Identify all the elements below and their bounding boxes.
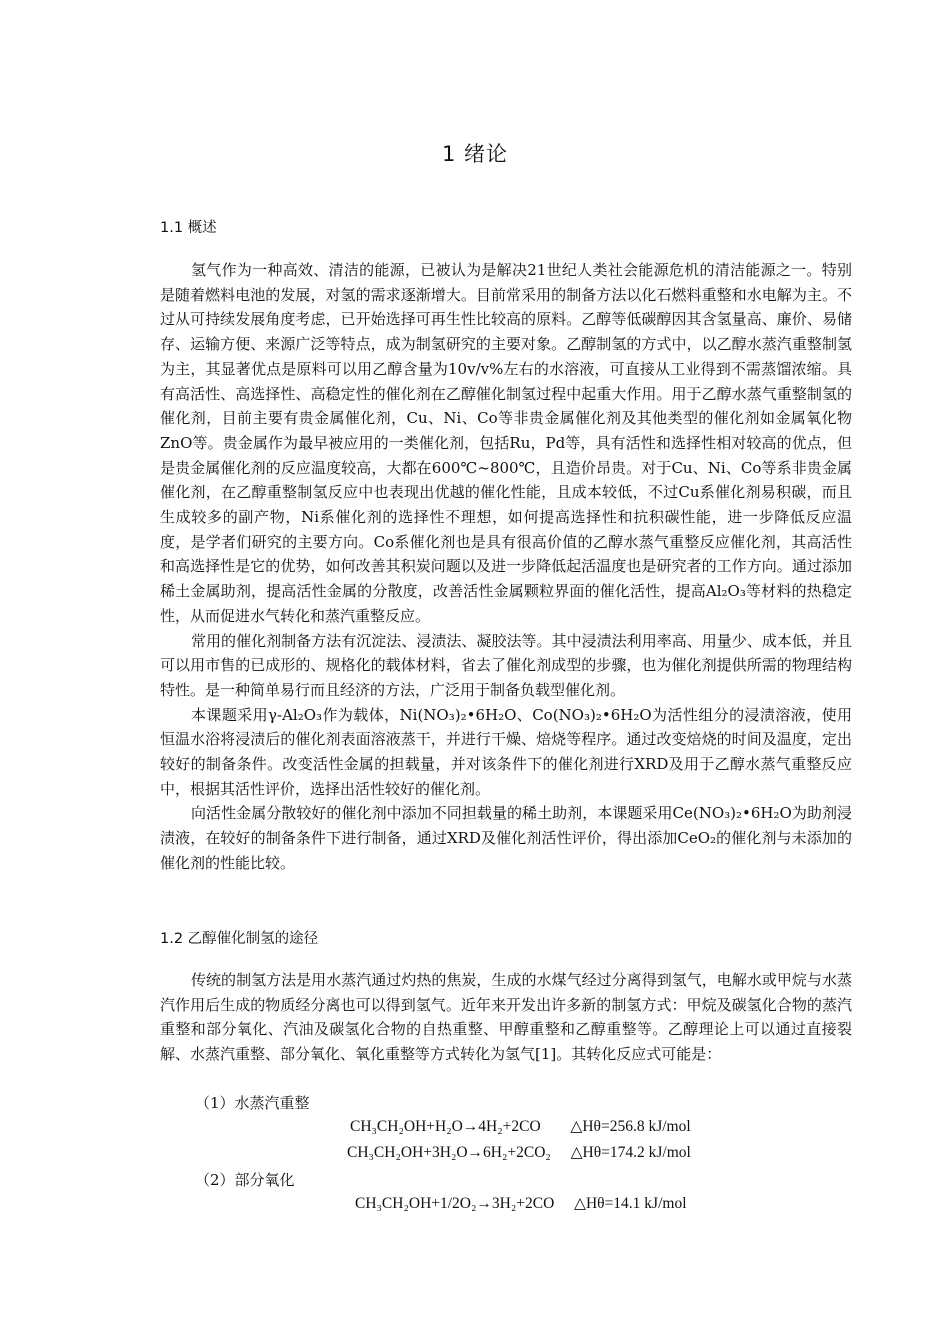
reaction-enthalpy: △Hθ=174.2 kJ/mol xyxy=(570,1144,691,1161)
overview-body xyxy=(160,258,852,876)
paragraph: 常用的催化剂制备方法有沉淀法、浸渍法、凝胶法等。其中浸渍法利用率高、用量少、成本低，并且可以用市售的已成形的、规格化的载体材料，省去了催化剂成型的步骤，也为催化剂提供所需的物理结构特性。是一种简单易行而且经济的方法，广泛用于制备负载型催化剂。 xyxy=(160,631,852,699)
section-heading-overview: 1.1 概述 xyxy=(160,220,217,236)
reaction-formula: CH₃CH₂OH+H₂O→4H₂+2CO xyxy=(350,1118,541,1135)
chapter-title: 1 绪论 xyxy=(441,142,509,166)
reaction-formula: CH₃CH₂OH+3H₂O→6H₂+2CO₂ xyxy=(347,1144,551,1161)
section-heading-routes: 1.2 乙醇催化制氢的途径 xyxy=(160,931,319,947)
routes-body xyxy=(160,968,852,1067)
reaction-equation xyxy=(350,1117,691,1136)
reaction-formula: CH₃CH₂OH+1/2O₂→3H₂+2CO xyxy=(355,1195,555,1212)
paragraph: 本课题采用γ-Al₂O₃作为载体，Ni(NO₃)₂•6H₂O、Co(NO₃)₂•6H₂O为活性组分的浸渍溶液，使用恒温水浴将浸渍后的催化剂表面溶液蒸干，并进行干燥、焙烧等程序。通过改变焙烧的时间及温度，定出较好的制备条件。改变活性金属的担载量，并对该条件下的催化剂进行XRD及用于乙醇水蒸气重整反应中，根据其活性评价，选择出活性较好的催化剂。 xyxy=(160,705,852,798)
reaction-label-steam-reforming: （1）水蒸汽重整 xyxy=(195,1094,310,1112)
reaction-label-partial-oxidation: （2）部分氧化 xyxy=(195,1171,295,1189)
reaction-enthalpy: △Hθ=256.8 kJ/mol xyxy=(570,1118,691,1135)
reaction-equation xyxy=(347,1143,691,1162)
paragraph: 向活性金属分散较好的催化剂中添加不同担载量的稀土助剂，本课题采用Ce(NO₃)₂•6H₂O为助剂浸渍液，在较好的制备条件下进行制备，通过XRD及催化剂活性评价，得出添加CeO₂的催化剂与未添加的催化剂的性能比较。 xyxy=(160,804,852,872)
paragraph: 氢气作为一种高效、清洁的能源，已被认为是解决21世纪人类社会能源危机的清洁能源之一。特别是随着燃料电池的发展，对氢的需求逐渐增大。目前常采用的制备方法以化石燃料重整和水电解为主。不过从可持续发展角度考虑，已开始选择可再生性比较高的原料。乙醇等低碳醇因其含氢量高、廉价、易储存、运输方便、来源广泛等特点，成为制氢研究的主要对象。乙醇制氢的方式中，以乙醇水蒸汽重整制氢为主，其显著优点是原料可以用乙醇含量为10v/v%左右的水溶液，可直接从工业得到不需蒸馏浓缩。具有高活性、高选择性、高稳定性的催化剂在乙醇催化制氢过程中起重大作用。用于乙醇水蒸气重整制氢的催化剂，目前主要有贵金属催化剂，Cu、Ni、Co等非贵金属催化剂及其他类型的催化剂如金属氧化物ZnO等。贵金属作为最早被应用的一类催化剂，包括Ru，Pd等，具有活性和选择性相对较高的优点，但是贵金属催化剂的反应温度较高，大都在600℃~800℃，且造价昂贵。对于Cu、Ni、Co等系非贵金属催化剂，在乙醇重整制氢反应中也表现出优越的催化性能，且成本较低，不过Cu系催化剂易积碳，而且生成较多的副产物，Ni系催化剂的选择性不理想，如何提高选择性和抗积碳性能，进一步降低反应温度，是学者们研究的主要方向。Co系催化剂也是具有很高价值的乙醇水蒸气重整反应催化剂，其高活性和高选择性是它的优势，如何改善其积炭问题以及进一步降低起活温度也是研究者的工作方向。通过添加稀土金属助剂，提高活性金属的分散度，改善活性金属颗粒界面的催化活性，提高Al₂O₃等材料的热稳定性，从而促进水气转化和蒸汽重整反应。 xyxy=(160,261,852,625)
reaction-enthalpy: △Hθ=14.1 kJ/mol xyxy=(574,1195,687,1212)
reaction-equation xyxy=(355,1194,687,1213)
paragraph: 传统的制氢方法是用水蒸汽通过灼热的焦炭，生成的水煤气经过分离得到氢气，电解水或甲烷与水蒸汽作用后生成的物质经分离也可以得到氢气。近年来开发出许多新的制氢方式：甲烷及碳氢化合物的蒸汽重整和部分氧化、汽油及碳氢化合物的自热重整、甲醇重整和乙醇重整等。乙醇理论上可以通过直接裂解、水蒸汽重整、部分氧化、氧化重整等方式转化为氢气[1]。其转化反应式可能是： xyxy=(160,971,852,1064)
